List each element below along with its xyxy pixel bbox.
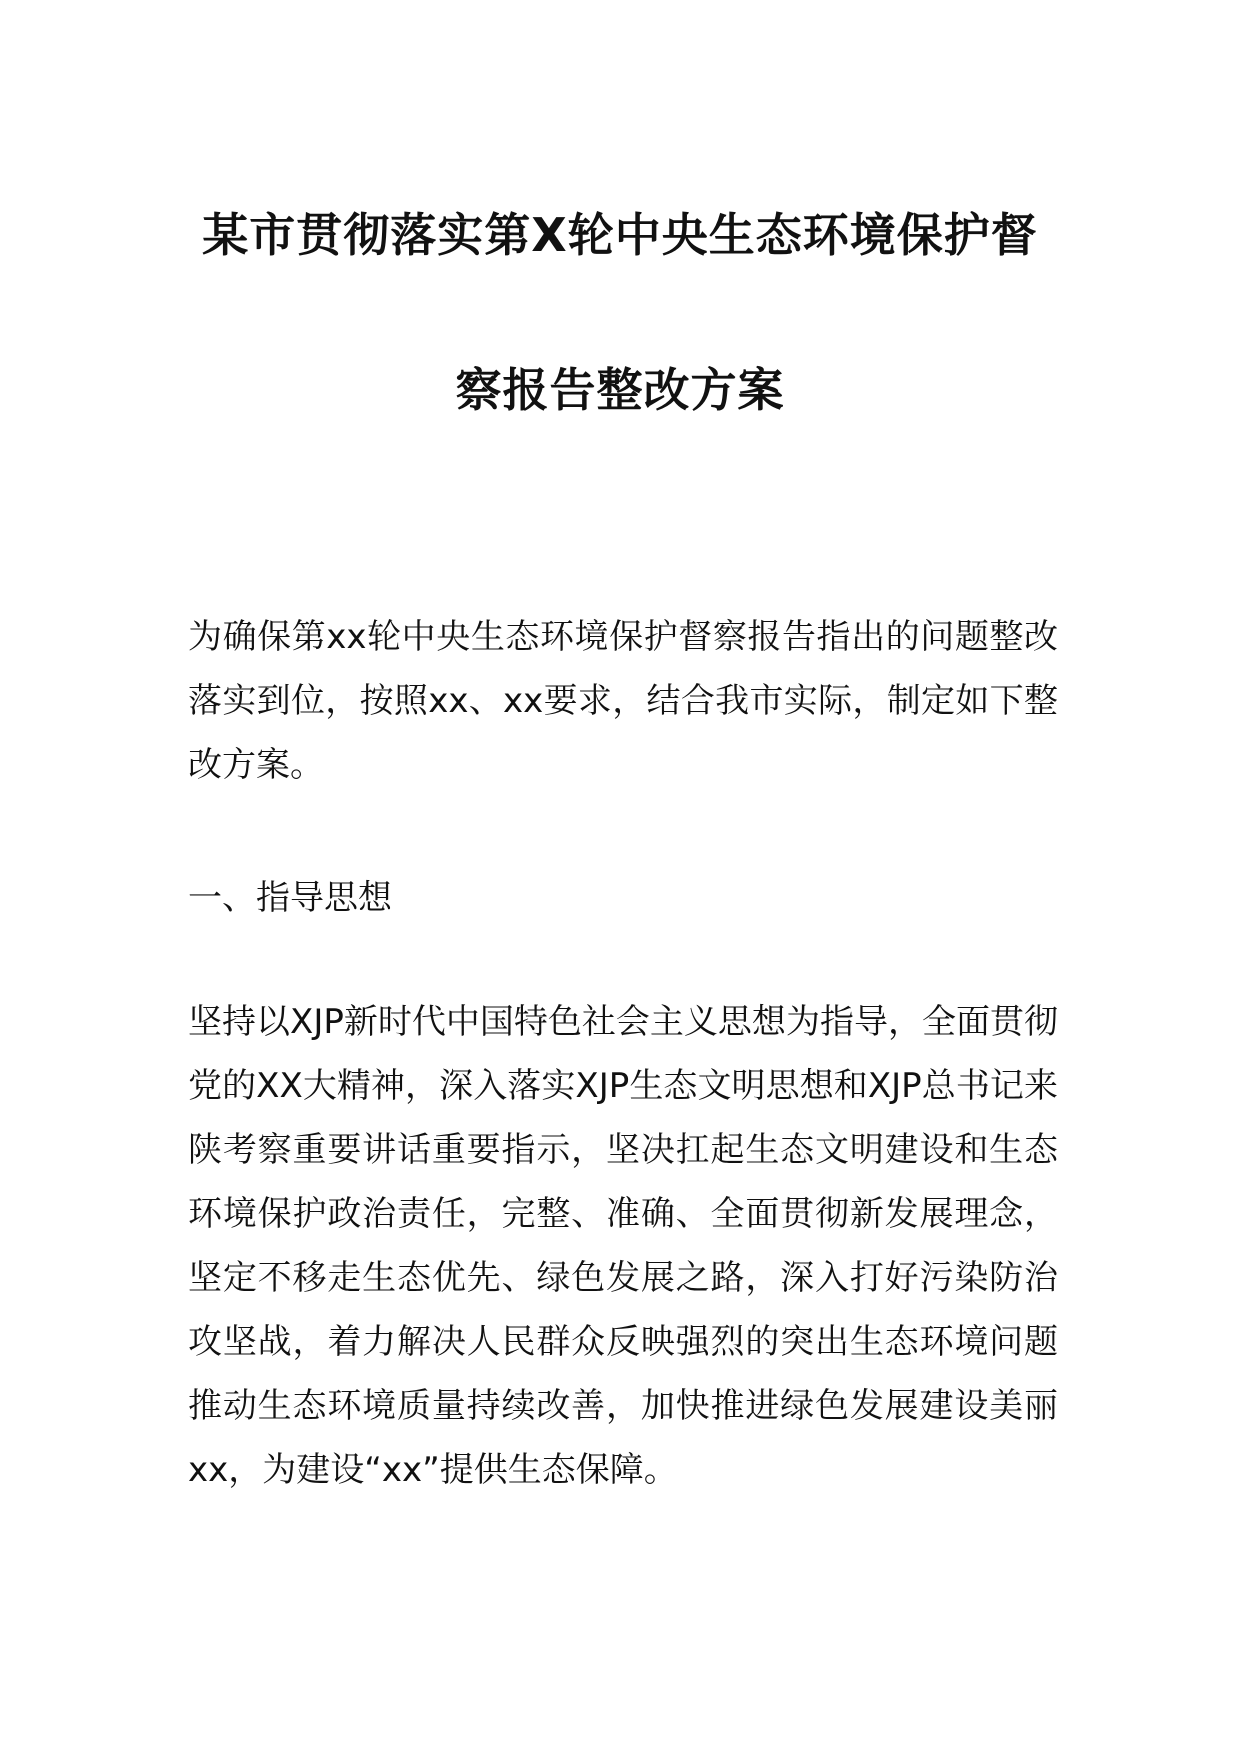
document-title-line-1: 某市贯彻落实第X轮中央生态环境保护督 bbox=[202, 208, 1038, 262]
section-body-guiding-ideology: 坚持以XJP新时代中国特色社会主义思想为指导，全面贯彻党的XX大精神，深入落实XJP生态文明思想和XJP总书记来陕考察重要讲话重要指示，坚决扛起生态文明建设和生态环境保护政治责任，完整、准确、全面贯彻新发展理念，坚定不移走生态优先、绿色发展之路，深入打好污染防治攻坚战，着力解决人民群众反映强烈的突出生态环境问题推动生态环境质量持续改善，加快推进绿色发展建设美丽xx，为建设“xx”提供生态保障。 bbox=[188, 1002, 1058, 1490]
document-title-line-2: 察报告整改方案 bbox=[455, 363, 785, 417]
section-heading-guiding-ideology: 一、指导思想 bbox=[188, 878, 392, 918]
intro-paragraph: 为确保第xx轮中央生态环境保护督察报告指出的问题整改落实到位，按照xx、xx要求，结合我市实际，制定如下整改方案。 bbox=[188, 617, 1058, 785]
